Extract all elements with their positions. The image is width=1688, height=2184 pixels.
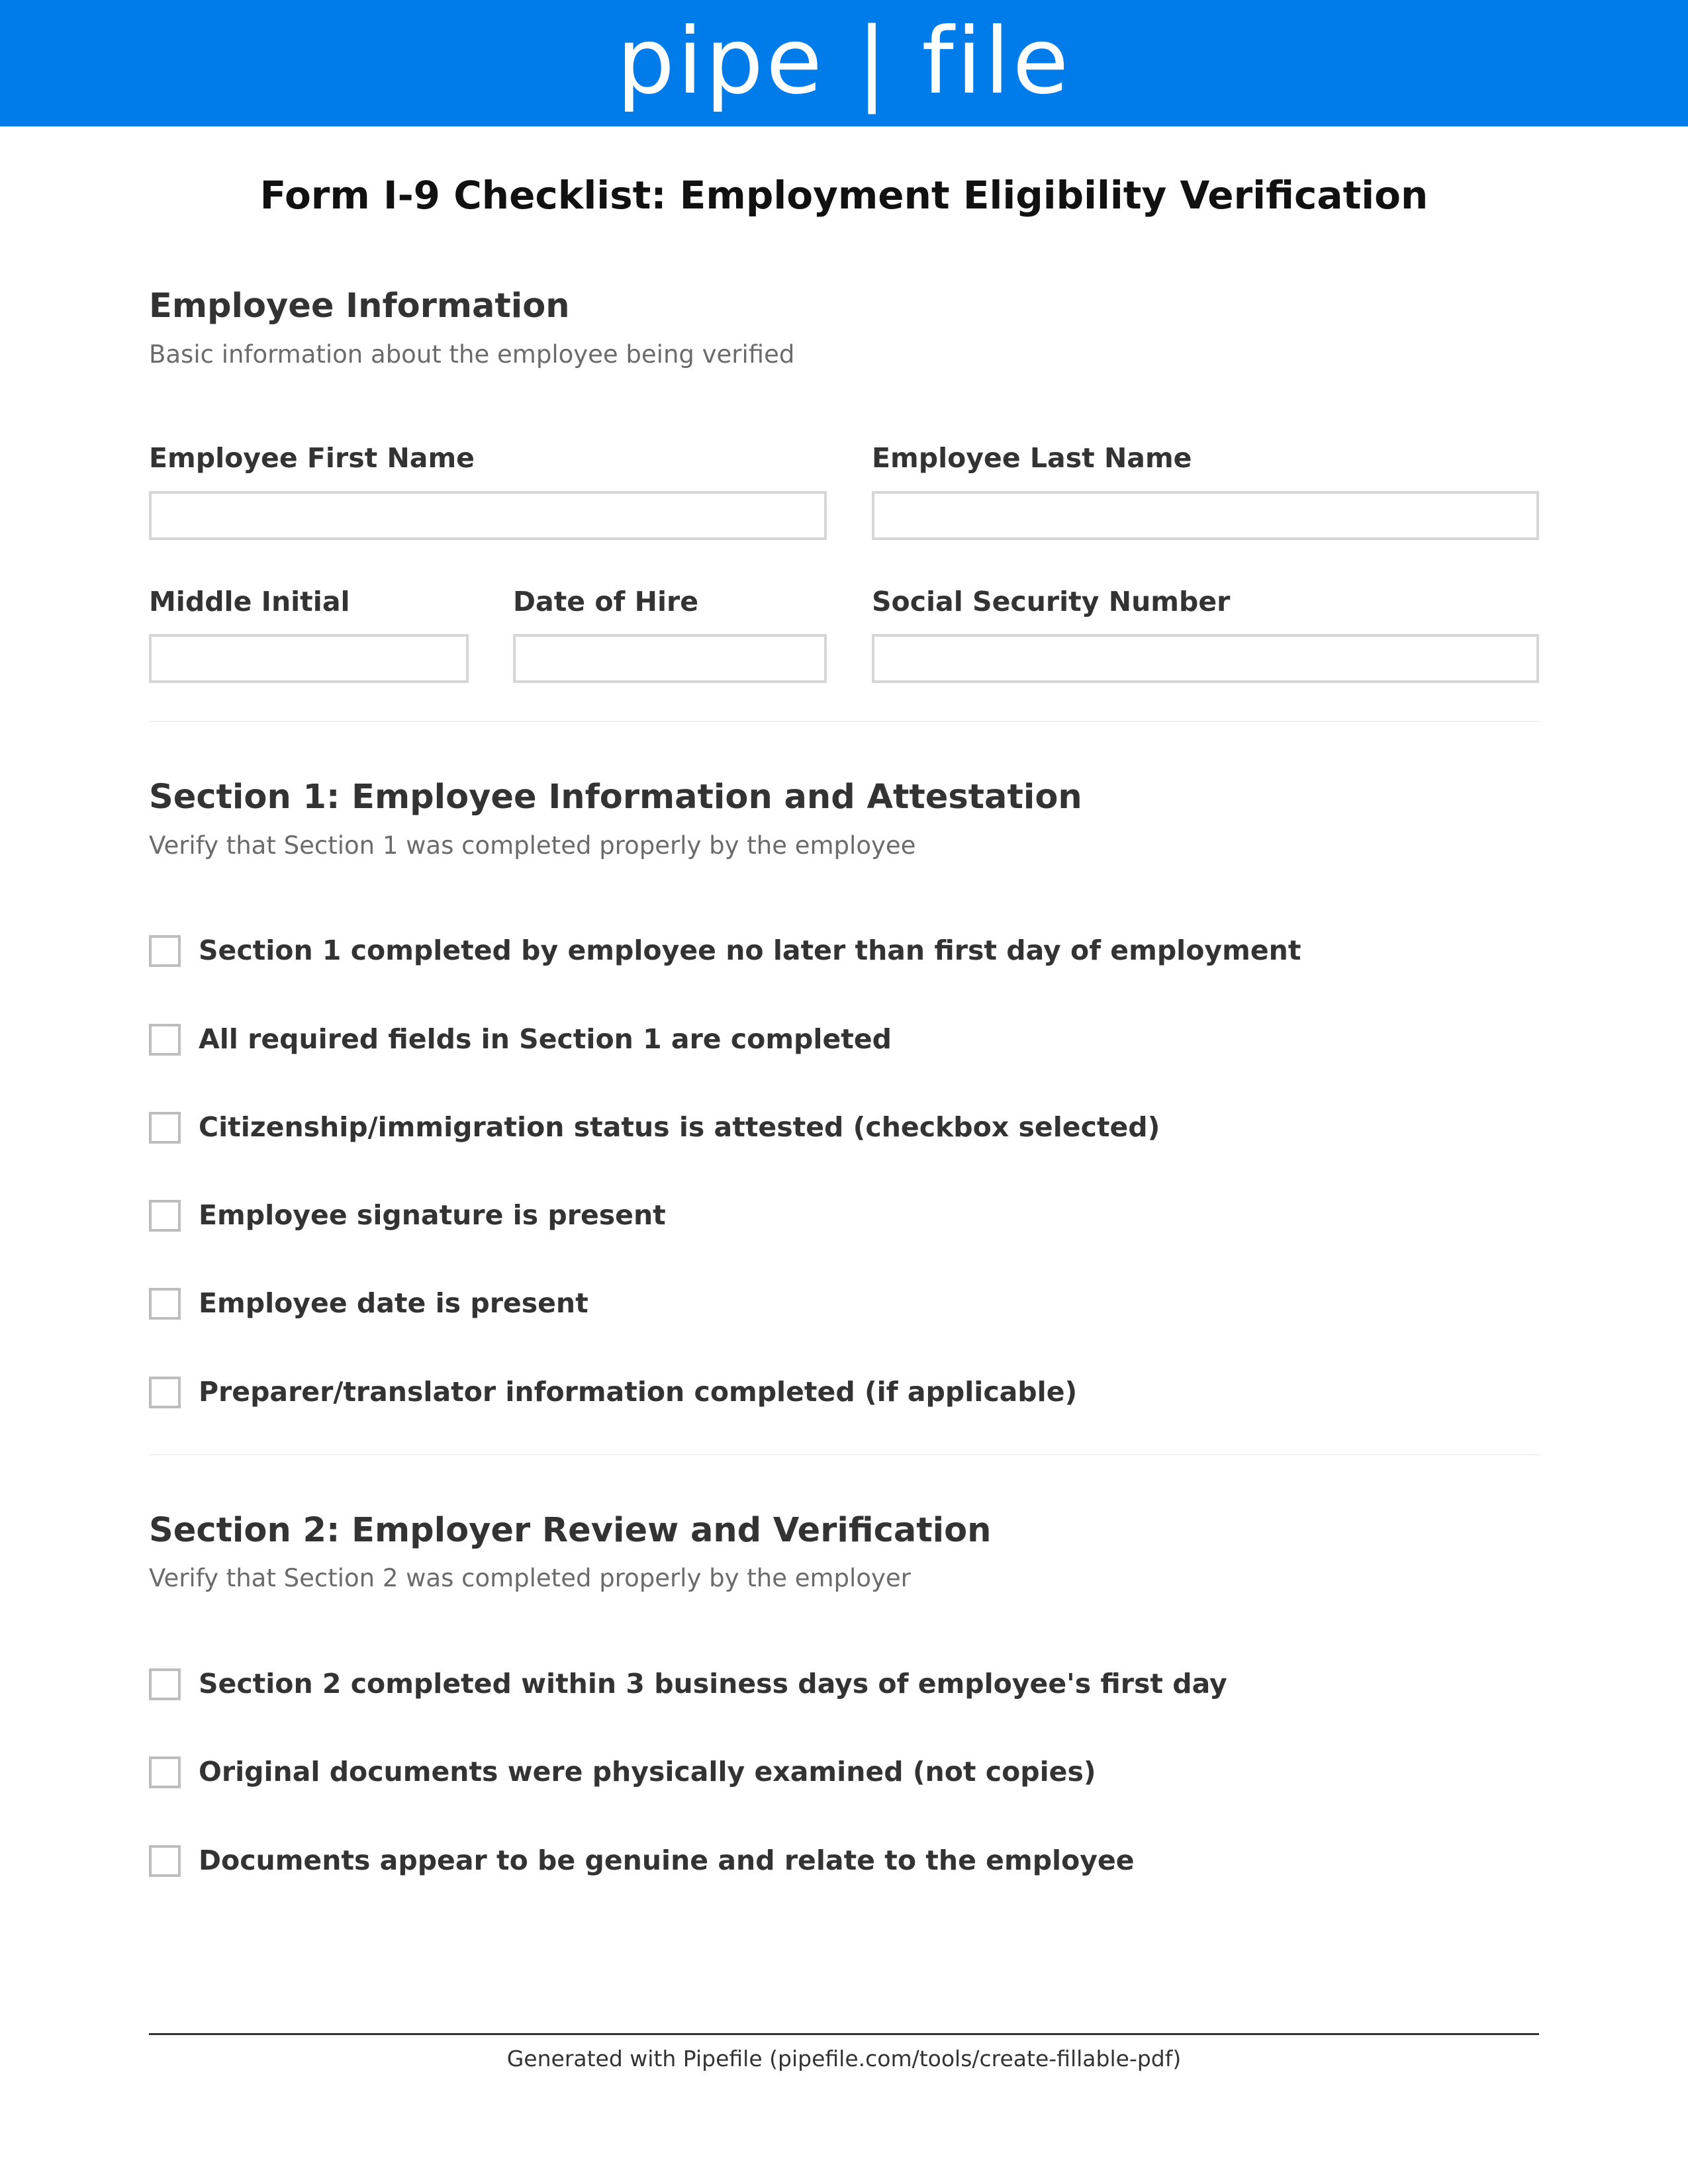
checklist-item-label: Employee signature is present — [199, 1199, 666, 1231]
checkbox[interactable] — [149, 1288, 181, 1320]
ssn-field[interactable] — [872, 634, 1539, 683]
section-subtitle-section-2: Verify that Section 2 was completed properly by the employer — [149, 1564, 911, 1592]
checklist-item-label: Citizenship/immigration status is attested (checkbox selected) — [199, 1111, 1160, 1143]
section-title-section-2: Section 2: Employer Review and Verification — [149, 1511, 992, 1550]
ssn-label: Social Security Number — [872, 586, 1231, 617]
middle-initial-field[interactable] — [149, 634, 469, 683]
date-of-hire-field[interactable] — [513, 634, 827, 683]
section-divider — [149, 721, 1539, 722]
checklist-item[interactable] — [149, 931, 1539, 970]
footer-text: Generated with Pipefile (pipefile.com/tools/create-fillable-pdf) — [506, 2046, 1182, 2071]
middle-initial-label: Middle Initial — [149, 586, 350, 617]
checklist-item-label: Section 2 completed within 3 business days of employee's first day — [199, 1668, 1227, 1700]
section-subtitle-section-1: Verify that Section 1 was completed properly by the employee — [149, 831, 916, 860]
section-divider — [149, 1454, 1539, 1455]
checklist-item[interactable] — [149, 1107, 1539, 1147]
section-title-section-1: Section 1: Employee Information and Attestation — [149, 778, 1082, 817]
checklist-item-label: Documents appear to be genuine and relate to the employee — [199, 1844, 1135, 1876]
checkbox[interactable] — [149, 1756, 181, 1788]
section-title-employee-information: Employee Information — [149, 287, 570, 326]
checklist-item-label: Original documents were physically examined (not copies) — [199, 1756, 1096, 1788]
checklist-item[interactable] — [149, 1752, 1539, 1792]
checklist-item-label: Section 1 completed by employee no later than first day of employment — [199, 934, 1301, 966]
checklist-item[interactable] — [149, 1372, 1539, 1412]
page-title: Form I-9 Checklist: Employment Eligibility Verification — [259, 173, 1429, 218]
last-name-field[interactable] — [872, 491, 1539, 540]
checkbox[interactable] — [149, 1200, 181, 1232]
checklist-item-label: All required fields in Section 1 are completed — [199, 1023, 892, 1055]
checklist-item-label: Preparer/translator information completed (if applicable) — [199, 1376, 1078, 1408]
date-of-hire-label: Date of Hire — [513, 586, 699, 617]
first-name-field[interactable] — [149, 491, 827, 540]
checkbox[interactable] — [149, 1845, 181, 1877]
checkbox[interactable] — [149, 1377, 181, 1408]
section-subtitle-employee-information: Basic information about the employee being verified — [149, 340, 795, 369]
first-name-label: Employee First Name — [149, 442, 475, 474]
last-name-label: Employee Last Name — [872, 442, 1192, 474]
header-banner — [0, 0, 1688, 126]
checklist-item[interactable] — [149, 1664, 1539, 1704]
checklist-item[interactable] — [149, 1841, 1539, 1880]
checkbox[interactable] — [149, 1112, 181, 1144]
checklist-item[interactable] — [149, 1019, 1539, 1059]
checklist-item[interactable] — [149, 1283, 1539, 1323]
checkbox[interactable] — [149, 935, 181, 967]
pipefile-logo: pipe | file — [616, 8, 1072, 114]
checklist-item[interactable] — [149, 1195, 1539, 1235]
checklist-item-label: Employee date is present — [199, 1287, 588, 1319]
checkbox[interactable] — [149, 1668, 181, 1700]
footer-rule — [149, 2033, 1539, 2035]
checkbox[interactable] — [149, 1024, 181, 1056]
